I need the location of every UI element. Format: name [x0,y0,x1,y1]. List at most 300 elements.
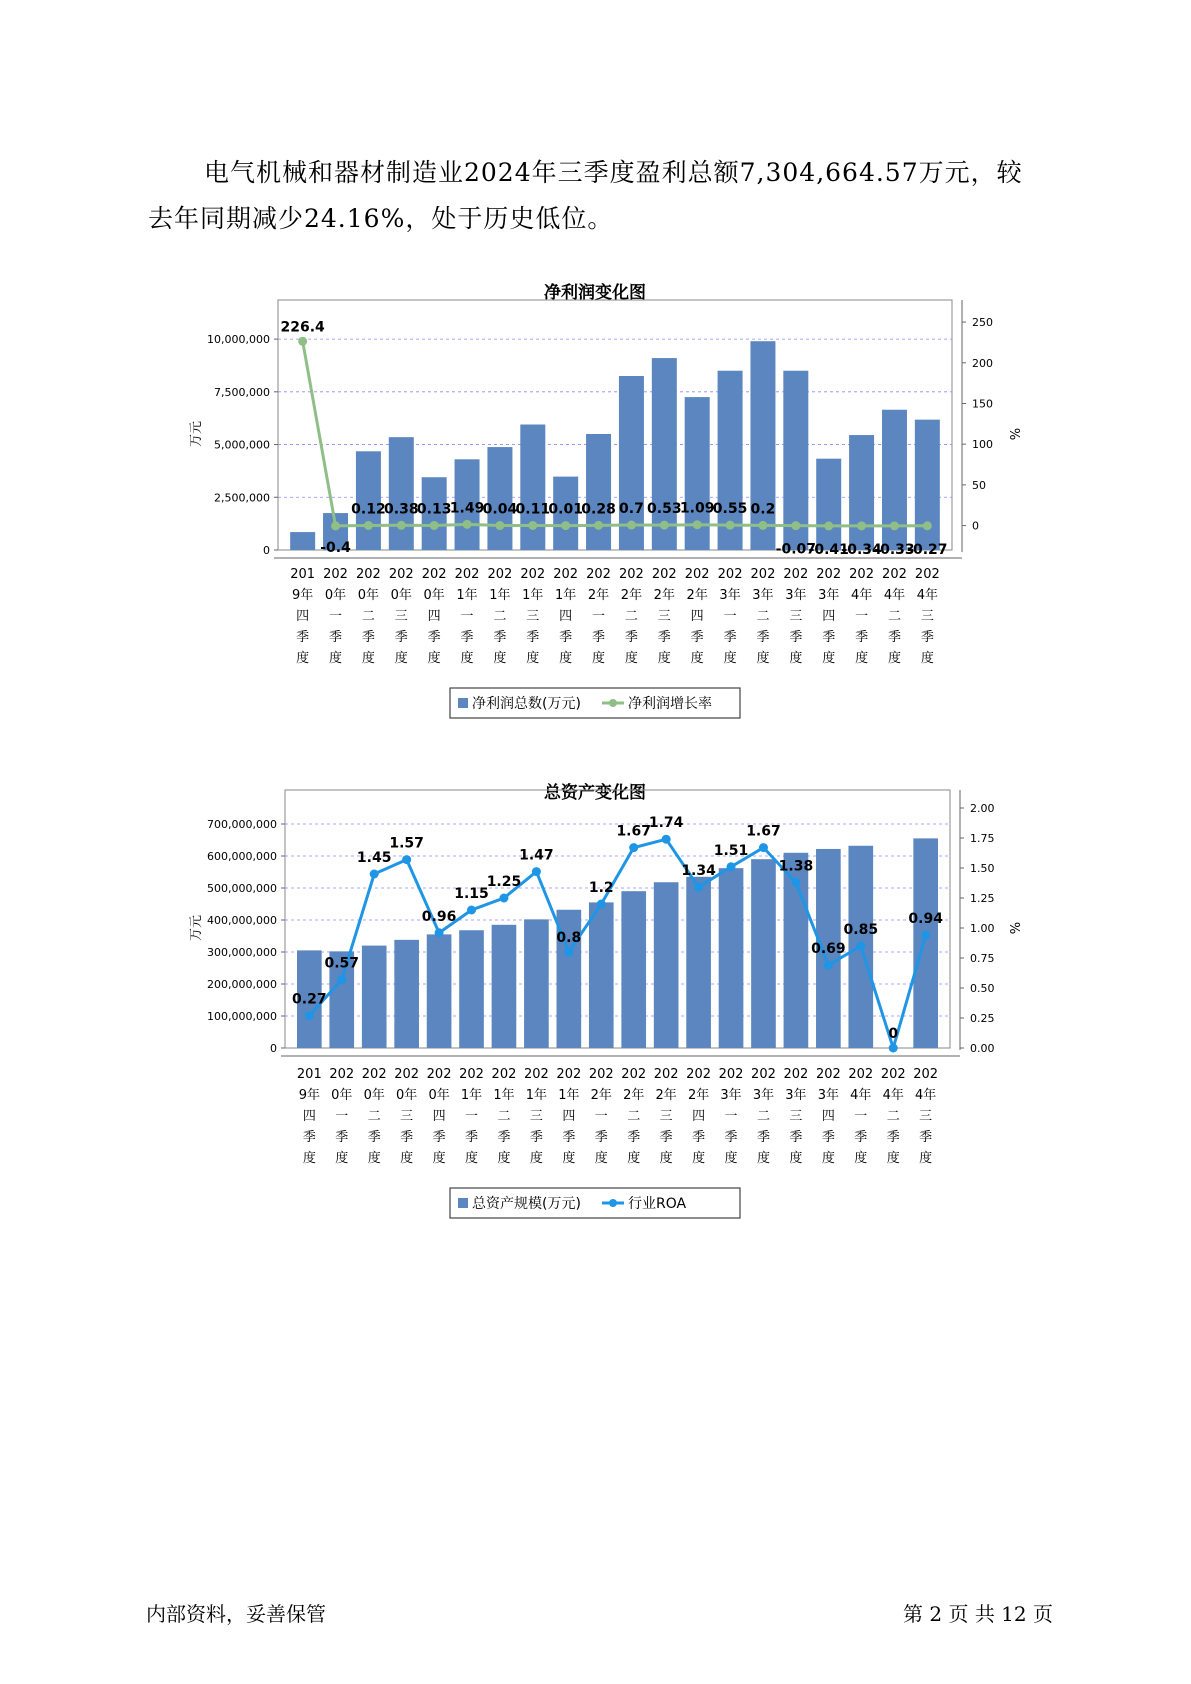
x-tick-label: 度 [919,1151,933,1166]
net-profit-chart [0,270,1191,730]
legend-swatch-point [609,699,617,707]
x-tick-label: 季 [756,630,770,645]
x-tick-label: 202 [718,1067,744,1082]
line-point [532,867,541,876]
bar [427,934,452,1048]
data-label: 1.45 [356,850,392,866]
line-point [463,520,472,529]
y2-tick-label: 0 [972,519,979,533]
chart-title: 总资产变化图 [544,783,646,803]
x-tick-label: 2年 [686,588,708,603]
y-tick-label: 2,500,000 [214,491,270,505]
x-tick-label: 季 [335,1130,349,1145]
y2-tick-label: 1.00 [970,922,995,935]
x-tick-label: 度 [432,1151,446,1166]
x-tick-label: 4年 [916,588,938,603]
x-tick-label: 0年 [363,1088,385,1103]
x-tick-label: 季 [657,630,671,645]
bar [913,838,938,1048]
x-tick-label: 度 [367,1151,381,1166]
line-point [660,521,669,530]
x-tick-label: 二 [361,609,375,624]
x-tick-label: 202 [556,1067,582,1082]
y-tick-label: 600,000,000 [207,850,277,863]
data-label: -0.33 [874,541,915,558]
data-label: -0.07 [775,541,817,558]
x-tick-label: 202 [356,567,381,582]
x-tick-label: 202 [520,567,546,582]
x-tick-label: 0年 [331,1088,353,1103]
y2-tick-label: 0.00 [970,1042,995,1055]
x-tick-label: 季 [592,630,606,645]
y2-tick-label: 1.25 [970,892,995,905]
line-point [727,862,736,871]
x-tick-label: 0年 [423,588,445,603]
x-tick-label: 202 [750,567,776,582]
data-label: 0.69 [811,941,846,958]
x-tick-label: 三 [919,1109,933,1124]
x-tick-label: 2年 [687,1088,710,1103]
data-label: 0.28 [581,501,616,518]
line-point [824,521,833,530]
x-tick-label: 度 [657,651,671,666]
line-point [397,521,406,530]
x-tick-label: 季 [427,630,441,645]
line-point [495,521,504,530]
x-tick-label: 度 [497,1151,511,1166]
x-tick-label: 202 [553,567,579,582]
y-tick-label: 0 [270,1042,277,1055]
x-tick-label: 度 [821,1151,835,1166]
x-tick-label: 度 [756,1151,770,1166]
y-tick-label: 400,000,000 [207,914,277,927]
line-point [629,843,638,852]
x-tick-label: 季 [822,630,836,645]
x-tick-label: 3年 [817,1088,839,1103]
x-tick-label: 202 [361,1067,387,1082]
line-point [889,1044,898,1053]
x-tick-label: 度 [400,1151,414,1166]
x-tick-label: 季 [690,630,704,645]
x-tick-label: 二 [367,1109,381,1124]
x-tick-label: 1年 [460,1088,483,1103]
x-tick-label: 4年 [850,1088,872,1103]
legend-swatch-bar [458,698,468,708]
x-tick-label: 度 [659,1151,673,1166]
x-tick-label: 二 [887,609,901,624]
x-tick-label: 度 [559,651,573,666]
data-label: 0.85 [843,922,879,938]
x-tick-label: 3年 [719,588,741,603]
legend-label: 净利润增长率 [628,696,712,712]
x-tick-label: 二 [493,609,507,624]
x-tick-label: 9年 [292,588,314,603]
bar [586,434,611,550]
x-tick-label: 季 [400,1130,414,1145]
x-tick-label: 度 [296,651,310,666]
x-tick-label: 度 [460,651,474,666]
x-tick-label: 202 [619,567,644,582]
bar [589,902,614,1048]
x-tick-label: 4年 [883,588,906,603]
x-tick-label: 度 [394,651,408,666]
x-tick-label: 三 [789,609,803,624]
x-tick-label: 四 [432,1109,446,1124]
y-axis-title: 万元 [189,420,204,448]
bar [816,459,841,550]
x-tick-label: 202 [621,1067,647,1082]
x-tick-label: 202 [586,567,611,582]
x-tick-label: 202 [491,1067,517,1082]
x-tick-label: 季 [559,630,573,645]
data-label: 0.53 [647,501,682,518]
y2-tick-label: 0.75 [970,952,995,965]
y2-tick-label: 2.00 [970,802,995,815]
x-tick-label: 202 [523,1067,549,1082]
x-tick-label: 三 [400,1109,414,1124]
y-tick-label: 7,500,000 [214,385,270,399]
x-tick-label: 一 [460,609,474,624]
data-label: 0.01 [548,501,583,518]
x-tick-label: 度 [526,651,540,666]
line-point [758,521,767,530]
y2-tick-label: 250 [972,316,993,330]
x-tick-label: 季 [465,1130,479,1145]
data-label: 1.57 [389,835,424,852]
x-tick-label: 3年 [785,588,807,603]
data-label: -0.4 [320,539,351,556]
x-tick-label: 二 [624,609,638,624]
footer-page-number: 第 2 页 共 12 页 [903,1602,1053,1626]
x-tick-label: 一 [855,609,869,624]
footer-confidential-note: 内部资料，妥善保管 [146,1602,326,1626]
bar [686,877,711,1048]
x-tick-label: 2年 [620,588,643,603]
x-tick-label: 四 [692,1109,706,1124]
y2-tick-label: 1.50 [970,862,995,875]
x-tick-label: 度 [302,1151,316,1166]
y2-axis-title: % [1006,427,1021,441]
data-label: 0.04 [482,501,518,518]
x-tick-label: 202 [783,1067,809,1082]
bar [751,859,776,1048]
x-tick-label: 度 [529,1151,543,1166]
bar [654,882,679,1048]
line-point [921,931,930,940]
bar [389,437,414,550]
x-tick-label: 二 [627,1109,641,1124]
x-tick-label: 度 [361,651,375,666]
x-tick-label: 季 [394,630,408,645]
x-tick-label: 三 [789,1109,803,1124]
x-tick-label: 季 [296,630,310,645]
x-tick-label: 三 [657,609,671,624]
data-label: 1.67 [616,823,651,840]
x-tick-label: 0年 [390,588,412,603]
x-tick-label: 季 [821,1130,835,1145]
x-tick-label: 四 [821,1109,835,1124]
y-axis-title: 万元 [189,914,204,942]
x-tick-label: 202 [651,567,677,582]
bar [487,447,512,550]
x-tick-label: 3年 [818,588,840,603]
x-tick-label: 1年 [522,588,544,603]
x-tick-label: 一 [329,609,343,624]
data-label: 0.8 [556,930,582,946]
line-point [499,894,508,903]
x-tick-label: 202 [686,1067,712,1082]
line-point [594,521,603,530]
x-tick-label: 季 [367,1130,381,1145]
x-tick-label: 202 [329,1067,355,1082]
y2-tick-label: 0.25 [970,1012,995,1025]
x-tick-label: 一 [724,1109,738,1124]
x-tick-label: 季 [493,630,507,645]
x-tick-label: 度 [624,651,638,666]
x-tick-label: 0年 [357,588,380,603]
x-tick-label: 1年 [555,588,577,603]
data-label: 1.34 [681,863,716,880]
x-tick-label: 一 [335,1109,349,1124]
y-tick-label: 0 [263,544,270,557]
bar [750,341,775,550]
x-tick-label: 季 [497,1130,511,1145]
x-tick-label: 1年 [525,1088,548,1103]
x-tick-label: 202 [914,567,940,582]
x-tick-label: 季 [460,630,474,645]
x-tick-label: 度 [756,651,770,666]
line-point [824,961,833,970]
x-tick-label: 度 [592,651,606,666]
x-tick-label: 度 [789,1151,803,1166]
x-tick-label: 2年 [623,1088,645,1103]
x-tick-label: 度 [887,651,901,666]
legend-swatch-bar [458,1198,468,1208]
x-tick-label: 季 [886,1130,900,1145]
data-label: 0 [888,1026,899,1042]
data-label: 1.38 [778,858,814,875]
bar [492,925,517,1048]
data-label: 0.55 [712,501,748,518]
y2-tick-label: 100 [972,438,993,452]
x-tick-label: 季 [855,630,869,645]
x-tick-label: 季 [724,1130,738,1145]
x-tick-label: 2年 [590,1088,612,1103]
x-tick-label: 季 [789,1130,803,1145]
x-tick-label: 四 [427,609,441,624]
line-point [693,520,702,529]
x-tick-label: 一 [854,1109,868,1124]
x-tick-label: 二 [756,609,770,624]
data-label: 1.25 [486,874,522,890]
x-tick-label: 3年 [752,588,774,603]
line-point [694,883,703,892]
data-label: 1.49 [449,500,485,517]
line-point [298,337,307,346]
line-point [662,835,671,844]
line-point [331,521,340,530]
legend-swatch-point [609,1199,617,1207]
x-tick-label: 二 [756,1109,770,1124]
y2-axis-title: % [1006,921,1021,935]
x-tick-label: 度 [692,1151,706,1166]
bar [849,435,874,550]
data-label: 1.51 [713,842,749,859]
line-point [856,942,865,951]
x-tick-label: 一 [723,609,737,624]
x-tick-label: 202 [588,1067,614,1082]
x-tick-label: 二 [886,1109,900,1124]
y-tick-label: 300,000,000 [207,946,277,959]
data-label: 1.47 [519,847,554,864]
line-point [370,870,379,879]
x-tick-label: 季 [659,1130,673,1145]
line-point [890,521,899,530]
data-label: 0.2 [750,501,776,518]
x-tick-label: 四 [690,609,704,624]
x-tick-label: 201 [290,567,316,582]
bar [520,425,545,550]
x-tick-label: 202 [815,1067,841,1082]
x-tick-label: 度 [886,1151,900,1166]
x-tick-label: 202 [849,567,874,582]
data-label: 0.96 [421,908,457,925]
y2-tick-label: 0.50 [970,982,995,995]
x-tick-label: 四 [562,1109,576,1124]
x-tick-label: 202 [394,1067,420,1082]
data-label: -0.41 [808,541,849,558]
y2-tick-label: 1.75 [970,832,995,845]
x-tick-label: 一 [592,609,606,624]
x-tick-label: 季 [723,630,737,645]
x-tick-label: 3年 [752,1088,775,1103]
x-tick-label: 202 [684,567,710,582]
x-tick-label: 季 [529,1130,543,1145]
y-tick-label: 200,000,000 [207,978,277,991]
y-tick-label: 700,000,000 [207,818,277,831]
x-tick-label: 季 [920,630,934,645]
x-tick-label: 3年 [720,1088,742,1103]
x-tick-label: 季 [627,1130,641,1145]
y-tick-label: 5,000,000 [214,438,270,452]
bar [290,532,315,550]
x-tick-label: 度 [329,651,343,666]
y-tick-label: 10,000,000 [207,333,270,347]
data-label: 0.38 [384,501,419,518]
x-tick-label: 202 [848,1067,874,1082]
bar [524,919,549,1048]
legend-label: 总资产规模(万元) [472,1196,581,1212]
data-label: 0.27 [292,991,327,1008]
x-tick-label: 季 [562,1130,576,1145]
summary-paragraph: 电气机械和器材制造业2024年三季度盈利总额7,304,664.57万元，较去年同期减少24.16%，处于历史低位。 [148,158,1023,233]
data-label: 0.13 [416,501,452,518]
y2-tick-label: 200 [972,356,993,370]
x-tick-label: 季 [854,1130,868,1145]
x-tick-label: 度 [855,651,869,666]
x-tick-label: 202 [717,567,743,582]
x-tick-label: 202 [421,567,447,582]
x-tick-label: 季 [919,1130,933,1145]
x-tick-label: 度 [493,651,507,666]
line-point [759,843,768,852]
line-point [337,975,346,984]
x-tick-label: 度 [920,651,934,666]
line-point [791,878,800,887]
x-tick-label: 度 [465,1151,479,1166]
x-tick-label: 季 [329,630,343,645]
x-tick-label: 三 [529,1109,543,1124]
total-assets-chart [0,770,1191,1230]
y2-tick-label: 50 [972,478,986,492]
x-tick-label: 202 [454,567,480,582]
y-tick-label: 500,000,000 [207,882,277,895]
x-tick-label: 度 [854,1151,868,1166]
x-tick-label: 202 [653,1067,679,1082]
x-tick-label: 季 [887,630,901,645]
x-tick-label: 201 [296,1067,322,1082]
x-tick-label: 0年 [428,1088,450,1103]
x-tick-label: 一 [594,1109,608,1124]
x-tick-label: 度 [627,1151,641,1166]
line-point [528,521,537,530]
x-tick-label: 4年 [850,588,873,603]
line-point [561,521,570,530]
data-label: 226.4 [280,319,325,336]
x-tick-label: 0年 [396,1088,418,1103]
x-tick-label: 2年 [653,588,675,603]
data-label: 0.12 [351,501,386,518]
x-tick-label: 季 [624,630,638,645]
x-tick-label: 三 [394,609,408,624]
x-tick-label: 度 [789,651,803,666]
x-tick-label: 202 [388,567,414,582]
line-point [791,521,800,530]
x-tick-label: 二 [497,1109,511,1124]
line-point [627,521,636,530]
legend-label: 净利润总数(万元) [472,696,581,712]
x-tick-label: 度 [723,651,737,666]
x-tick-label: 季 [756,1130,770,1145]
data-label: -0.34 [841,541,882,558]
x-tick-label: 1年 [558,1088,580,1103]
line-point [597,900,606,909]
data-label: 1.74 [648,815,684,832]
x-tick-label: 202 [459,1067,484,1082]
bar [719,868,744,1048]
x-tick-label: 度 [724,1151,738,1166]
y2-tick-label: 150 [972,397,993,411]
x-tick-label: 202 [323,567,348,582]
x-tick-label: 4年 [882,1088,904,1103]
data-label: 0.94 [908,911,943,928]
x-tick-label: 4年 [915,1088,937,1103]
data-label: 0.11 [515,501,551,518]
x-tick-label: 季 [692,1130,706,1145]
x-tick-label: 9年 [298,1088,320,1103]
line-point [857,521,866,530]
x-tick-label: 度 [335,1151,349,1166]
x-tick-label: 度 [594,1151,608,1166]
x-tick-label: 四 [559,609,573,624]
x-tick-label: 202 [882,567,907,582]
x-tick-label: 四 [822,609,836,624]
x-tick-label: 三 [920,609,934,624]
bar [459,930,484,1048]
bar [621,891,646,1048]
data-label: 1.09 [679,500,715,517]
data-label: -0.27 [907,541,948,558]
